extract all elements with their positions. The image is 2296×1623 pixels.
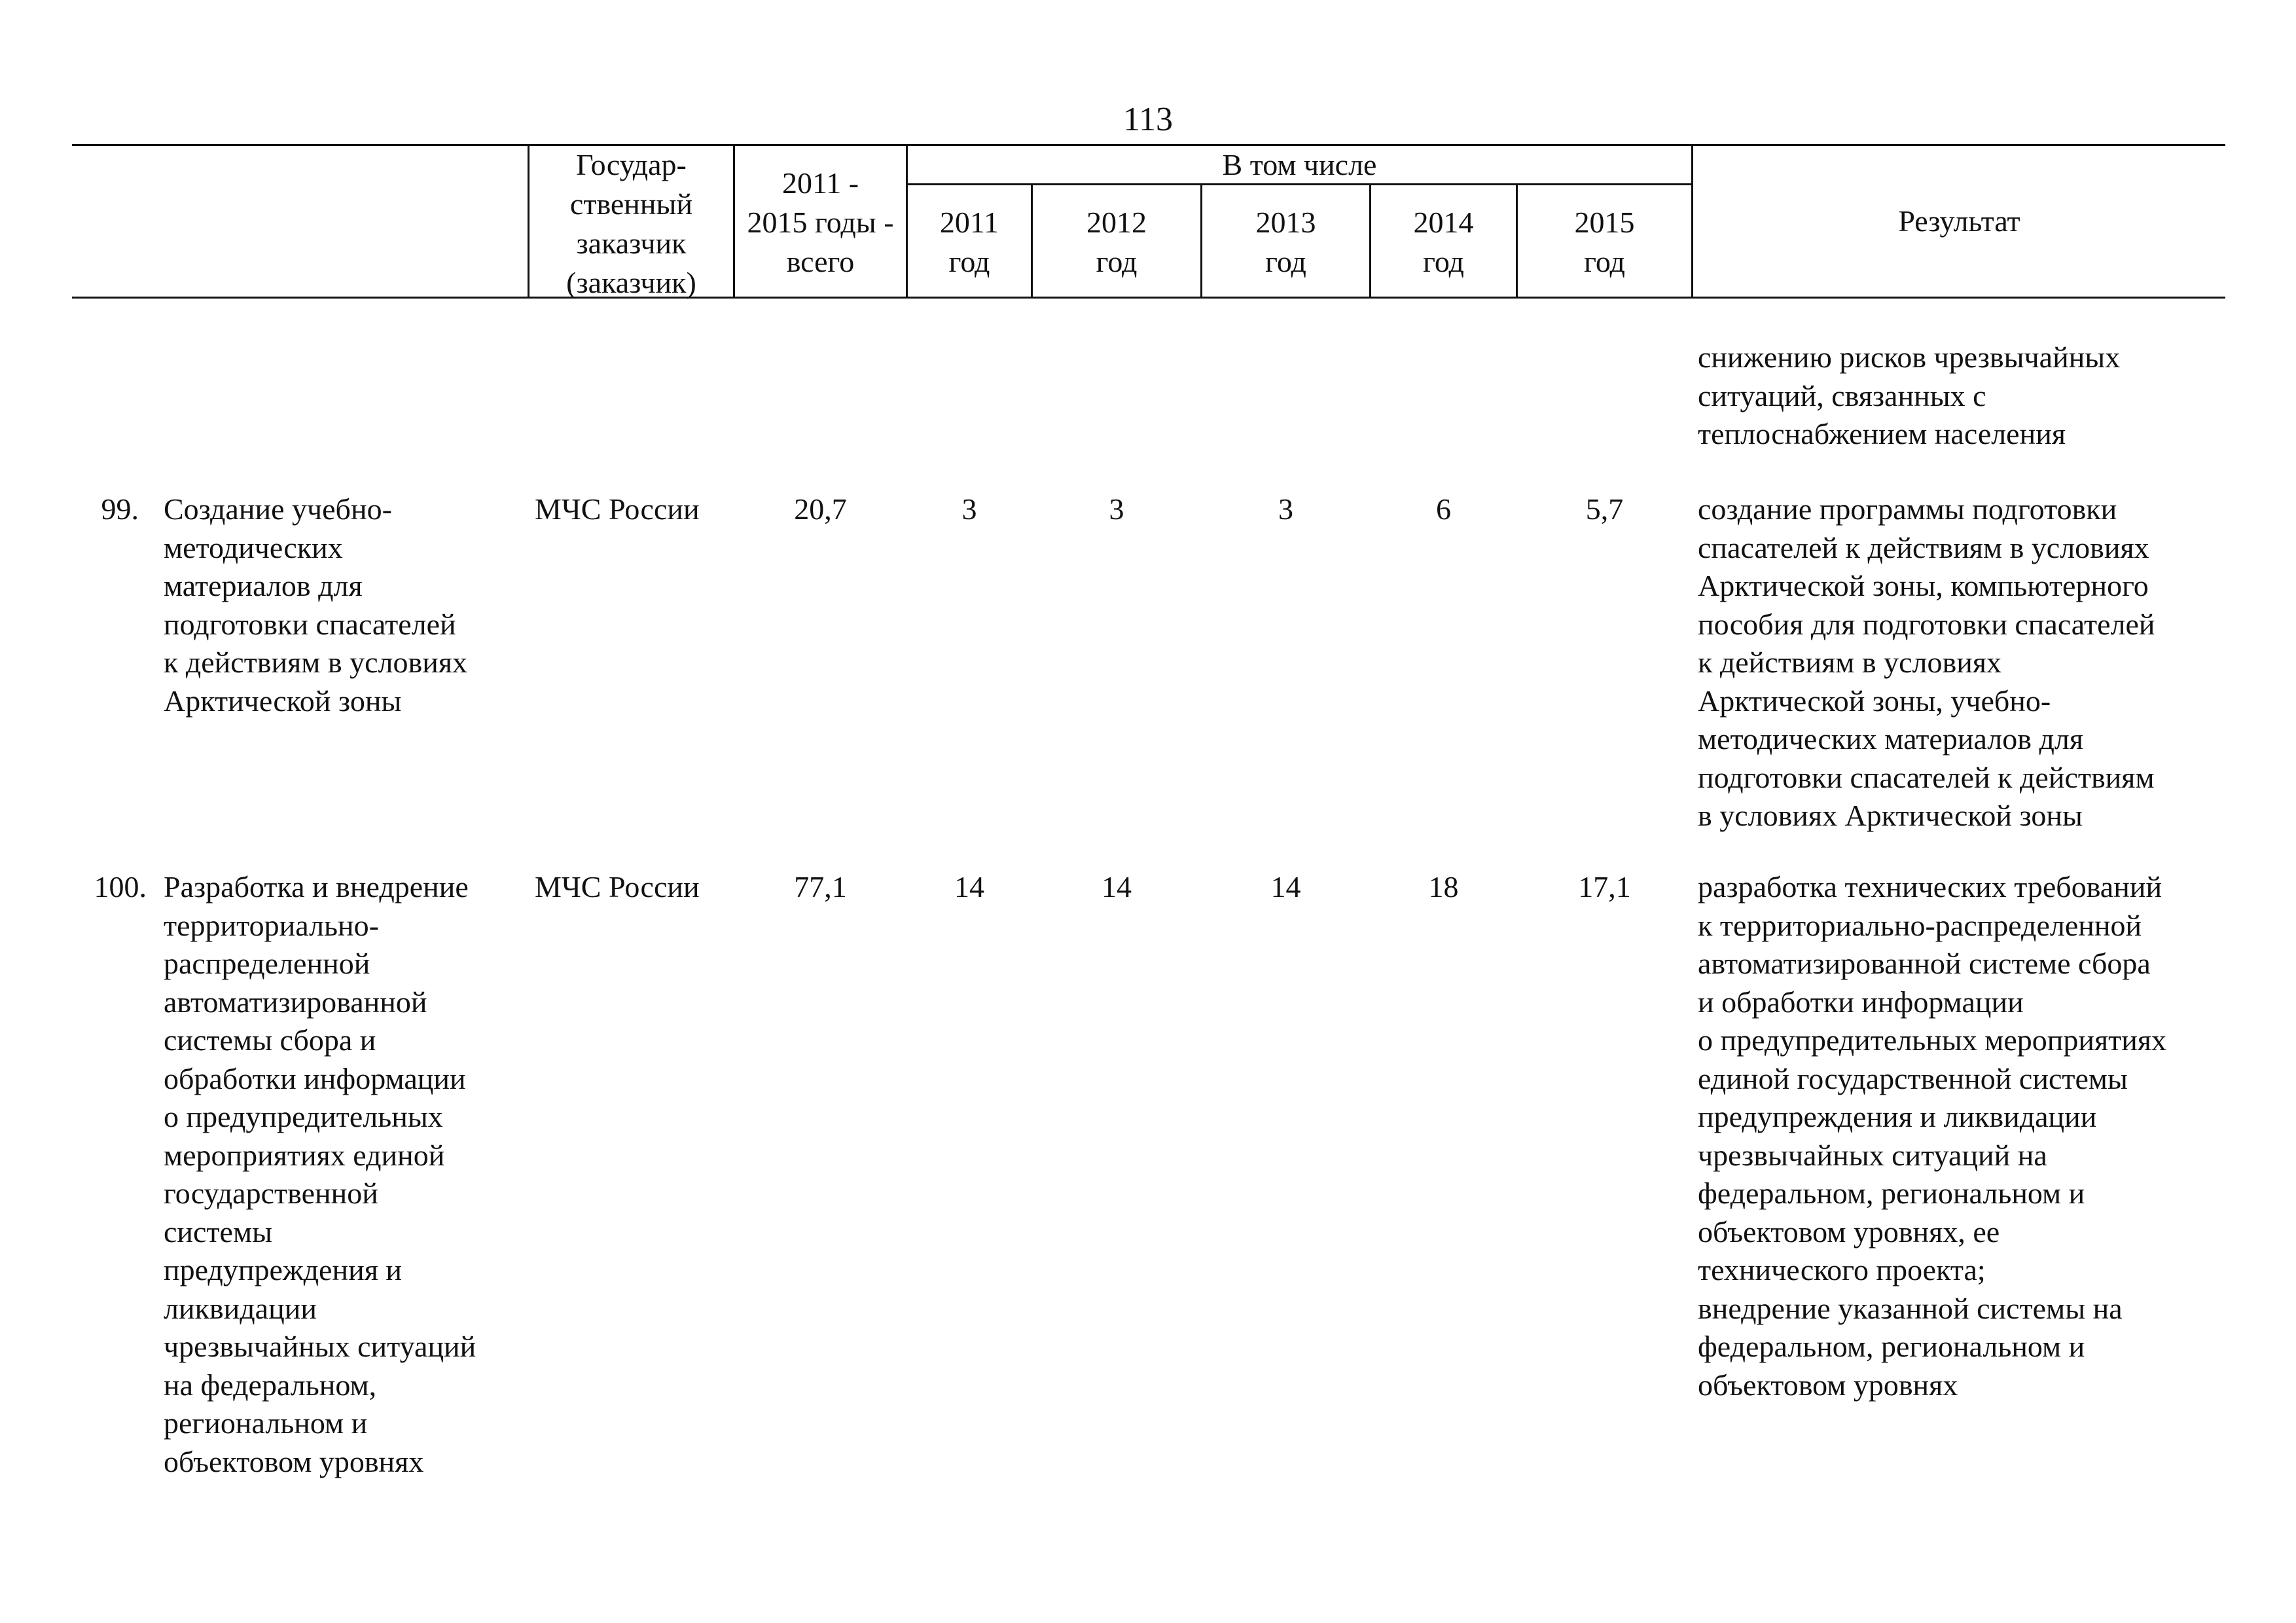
header-including: В том числе	[1222, 148, 1377, 181]
header-customer: Государ- ственный заказчик (заказчик)	[566, 148, 696, 299]
row-result: разработка технических требований к территориально-распределенной автоматизированной системе сбора и обработки информации о предупредительных мероприятиях единой государственной системы предупреждения и ликвидации чрезвычайных ситуаций на федеральном, региональном и объектовом уровнях, ее технического проекта; внедрение указанной системы на федеральном, региональном и объектовом уровнях	[1698, 870, 2167, 1402]
row-name: Разработка и внедрение территориально- распределенной автоматизированной системы сбора и обработки информации о предупредительных мероприятиях единой государственной системы предупреждения и ликвидации чрезвычайных ситуаций на федеральном, региональном и объектовом уровнях	[164, 870, 476, 1478]
header-bottom-rule	[72, 297, 2225, 299]
row-customer: МЧС России	[535, 492, 700, 526]
row-year-2014: 18	[1428, 870, 1459, 903]
page-number: 113	[1122, 101, 1174, 138]
row-year-2013: 3	[1278, 492, 1293, 526]
row-result: создание программы подготовки спасателей к действиям в условиях Арктической зоны, компьютерного пособия для подготовки спасателей к действиям в условиях Арктической зоны, учебно- методических материалов для подготовки спасателей к действиям в условиях Арктической зоны	[1698, 492, 2155, 832]
header-year-2011: 2011 год	[939, 206, 999, 278]
row-year-2014: 6	[1436, 492, 1451, 526]
row-total: 77,1	[794, 870, 847, 903]
header-year-2015: 2015 год	[1574, 206, 1635, 278]
header-year-2014: 2014 год	[1413, 206, 1474, 278]
row-year-2011: 14	[954, 870, 984, 903]
row-year-2015: 5,7	[1585, 492, 1624, 526]
row-year-2015: 17,1	[1578, 870, 1631, 903]
row-number: 99.	[101, 492, 139, 526]
row-year-2012: 14	[1102, 870, 1132, 903]
header-result: Результат	[1898, 204, 2020, 238]
row-total: 20,7	[794, 492, 847, 526]
continuation-result: снижению рисков чрезвычайных ситуаций, связанных с теплоснабжением населения	[1698, 340, 2121, 450]
row-year-2011: 3	[961, 492, 977, 526]
row-year-2013: 14	[1270, 870, 1301, 903]
row-number: 100.	[94, 870, 147, 903]
row-name: Создание учебно- методических материалов для подготовки спасателей к действиям в условиях Арктической зоны	[164, 492, 467, 718]
row-customer: МЧС России	[535, 870, 700, 903]
header-year-2012: 2012 год	[1086, 206, 1147, 278]
header-total: 2011 - 2015 годы - всего	[747, 166, 894, 278]
header-year-2013: 2013 год	[1255, 206, 1316, 278]
row-year-2012: 3	[1109, 492, 1124, 526]
